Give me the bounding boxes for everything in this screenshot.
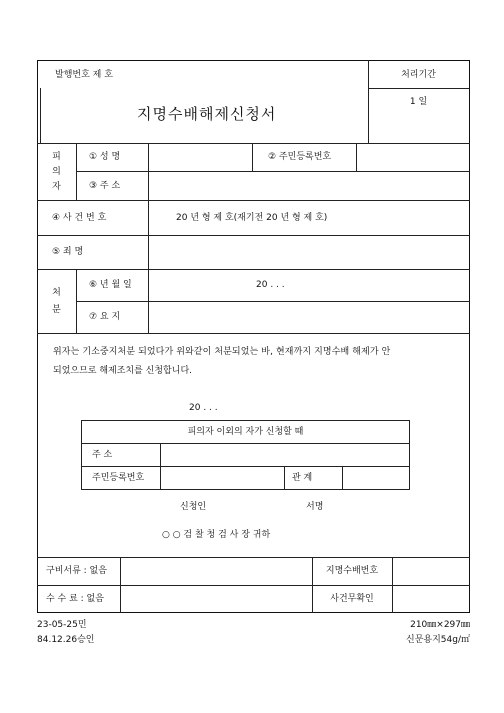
footer-col-1 <box>120 557 121 613</box>
id-col-line <box>252 143 253 171</box>
suspect-group-char-3: 자 <box>52 182 61 192</box>
disposition-group-char-2: 분 <box>52 305 61 315</box>
application-date: 20 . . . <box>189 403 218 413</box>
suspect-group-char-2: 의 <box>52 167 61 177</box>
other-table-col-1 <box>160 443 161 490</box>
charge-bottom-line <box>37 269 470 270</box>
suspect-group-char-1: 피 <box>52 152 61 162</box>
case-number-label: ④ 사 건 번 호 <box>52 213 107 223</box>
other-id-label: 주민등록번호 <box>92 473 145 483</box>
disposition-summary-label: ⑦ 요 지 <box>89 312 121 322</box>
id-value-col-line <box>356 143 357 171</box>
wanted-number-label: 지명수배번호 <box>325 566 379 576</box>
issue-number-label: 발행번호 제 호 <box>55 70 113 80</box>
applicant-label: 신청인 <box>180 502 207 512</box>
header-bottom-line <box>37 143 470 144</box>
paper-type: 신문용지54g/㎡ <box>406 635 470 645</box>
footer-mid-line <box>37 585 470 586</box>
addressee: ○ ○ 검 찰 청 검 사 장 귀하 <box>162 530 271 540</box>
period-divider <box>368 88 469 89</box>
suspect-name-label: ① 성 명 <box>89 152 121 162</box>
processing-period-label: 처리기간 <box>401 70 436 80</box>
form-code: 23-05-25민 <box>37 620 87 630</box>
other-table-col-3 <box>342 466 343 490</box>
other-relation-label: 관 계 <box>292 473 313 483</box>
processing-period-value: 1 일 <box>409 97 428 107</box>
case-bottom-line <box>37 235 470 236</box>
case-confirm-label: 사건무확인 <box>330 594 374 604</box>
approval-date: 84.12.26승인 <box>37 635 95 645</box>
request-text-line-2: 되었으므로 해제조치를 신청합니다. <box>53 366 192 376</box>
suspect-bottom-line <box>37 200 470 201</box>
other-applicant-heading: 피의자 이외의 자가 신청할 때 <box>187 427 304 437</box>
footer-col-3 <box>392 557 393 613</box>
other-table-line-1 <box>81 443 410 444</box>
suspect-id-label: ② 주민등록번호 <box>268 152 332 162</box>
sign-label: 서명 <box>306 502 324 512</box>
title-box-left <box>40 88 41 143</box>
footer-top-line <box>37 557 470 558</box>
disposition-group-char-1: 처 <box>52 288 61 298</box>
fee-label: 수 수 료 : 없음 <box>46 594 104 604</box>
case-number-value: 20 년 형 제 호(재기전 20 년 형 제 호) <box>176 213 328 223</box>
suspect-address-label: ③ 주 소 <box>89 181 121 191</box>
other-address-label: 주 소 <box>92 450 113 460</box>
request-text-line-1: 위자는 기소중지처분 되었다가 위와같이 처분되었는 바, 현재까지 지명수배 해제가 안 <box>53 347 391 357</box>
other-table-line-2 <box>81 466 410 467</box>
disposition-date-label: ⑥ 년 월 일 <box>89 280 132 290</box>
charge-label: ⑤ 죄 명 <box>52 247 84 257</box>
form-title: 지명수배해제신청서 <box>137 105 277 123</box>
required-docs-label: 구비서류 : 없음 <box>46 566 107 576</box>
suspect-mid-line <box>76 171 470 172</box>
other-table-col-2 <box>284 466 285 490</box>
disposition-date-value: 20 . . . <box>256 280 285 290</box>
paper-size: 210㎜×297㎜ <box>410 620 470 630</box>
disposition-mid-line <box>76 301 470 302</box>
disposition-bottom-line <box>37 333 470 334</box>
